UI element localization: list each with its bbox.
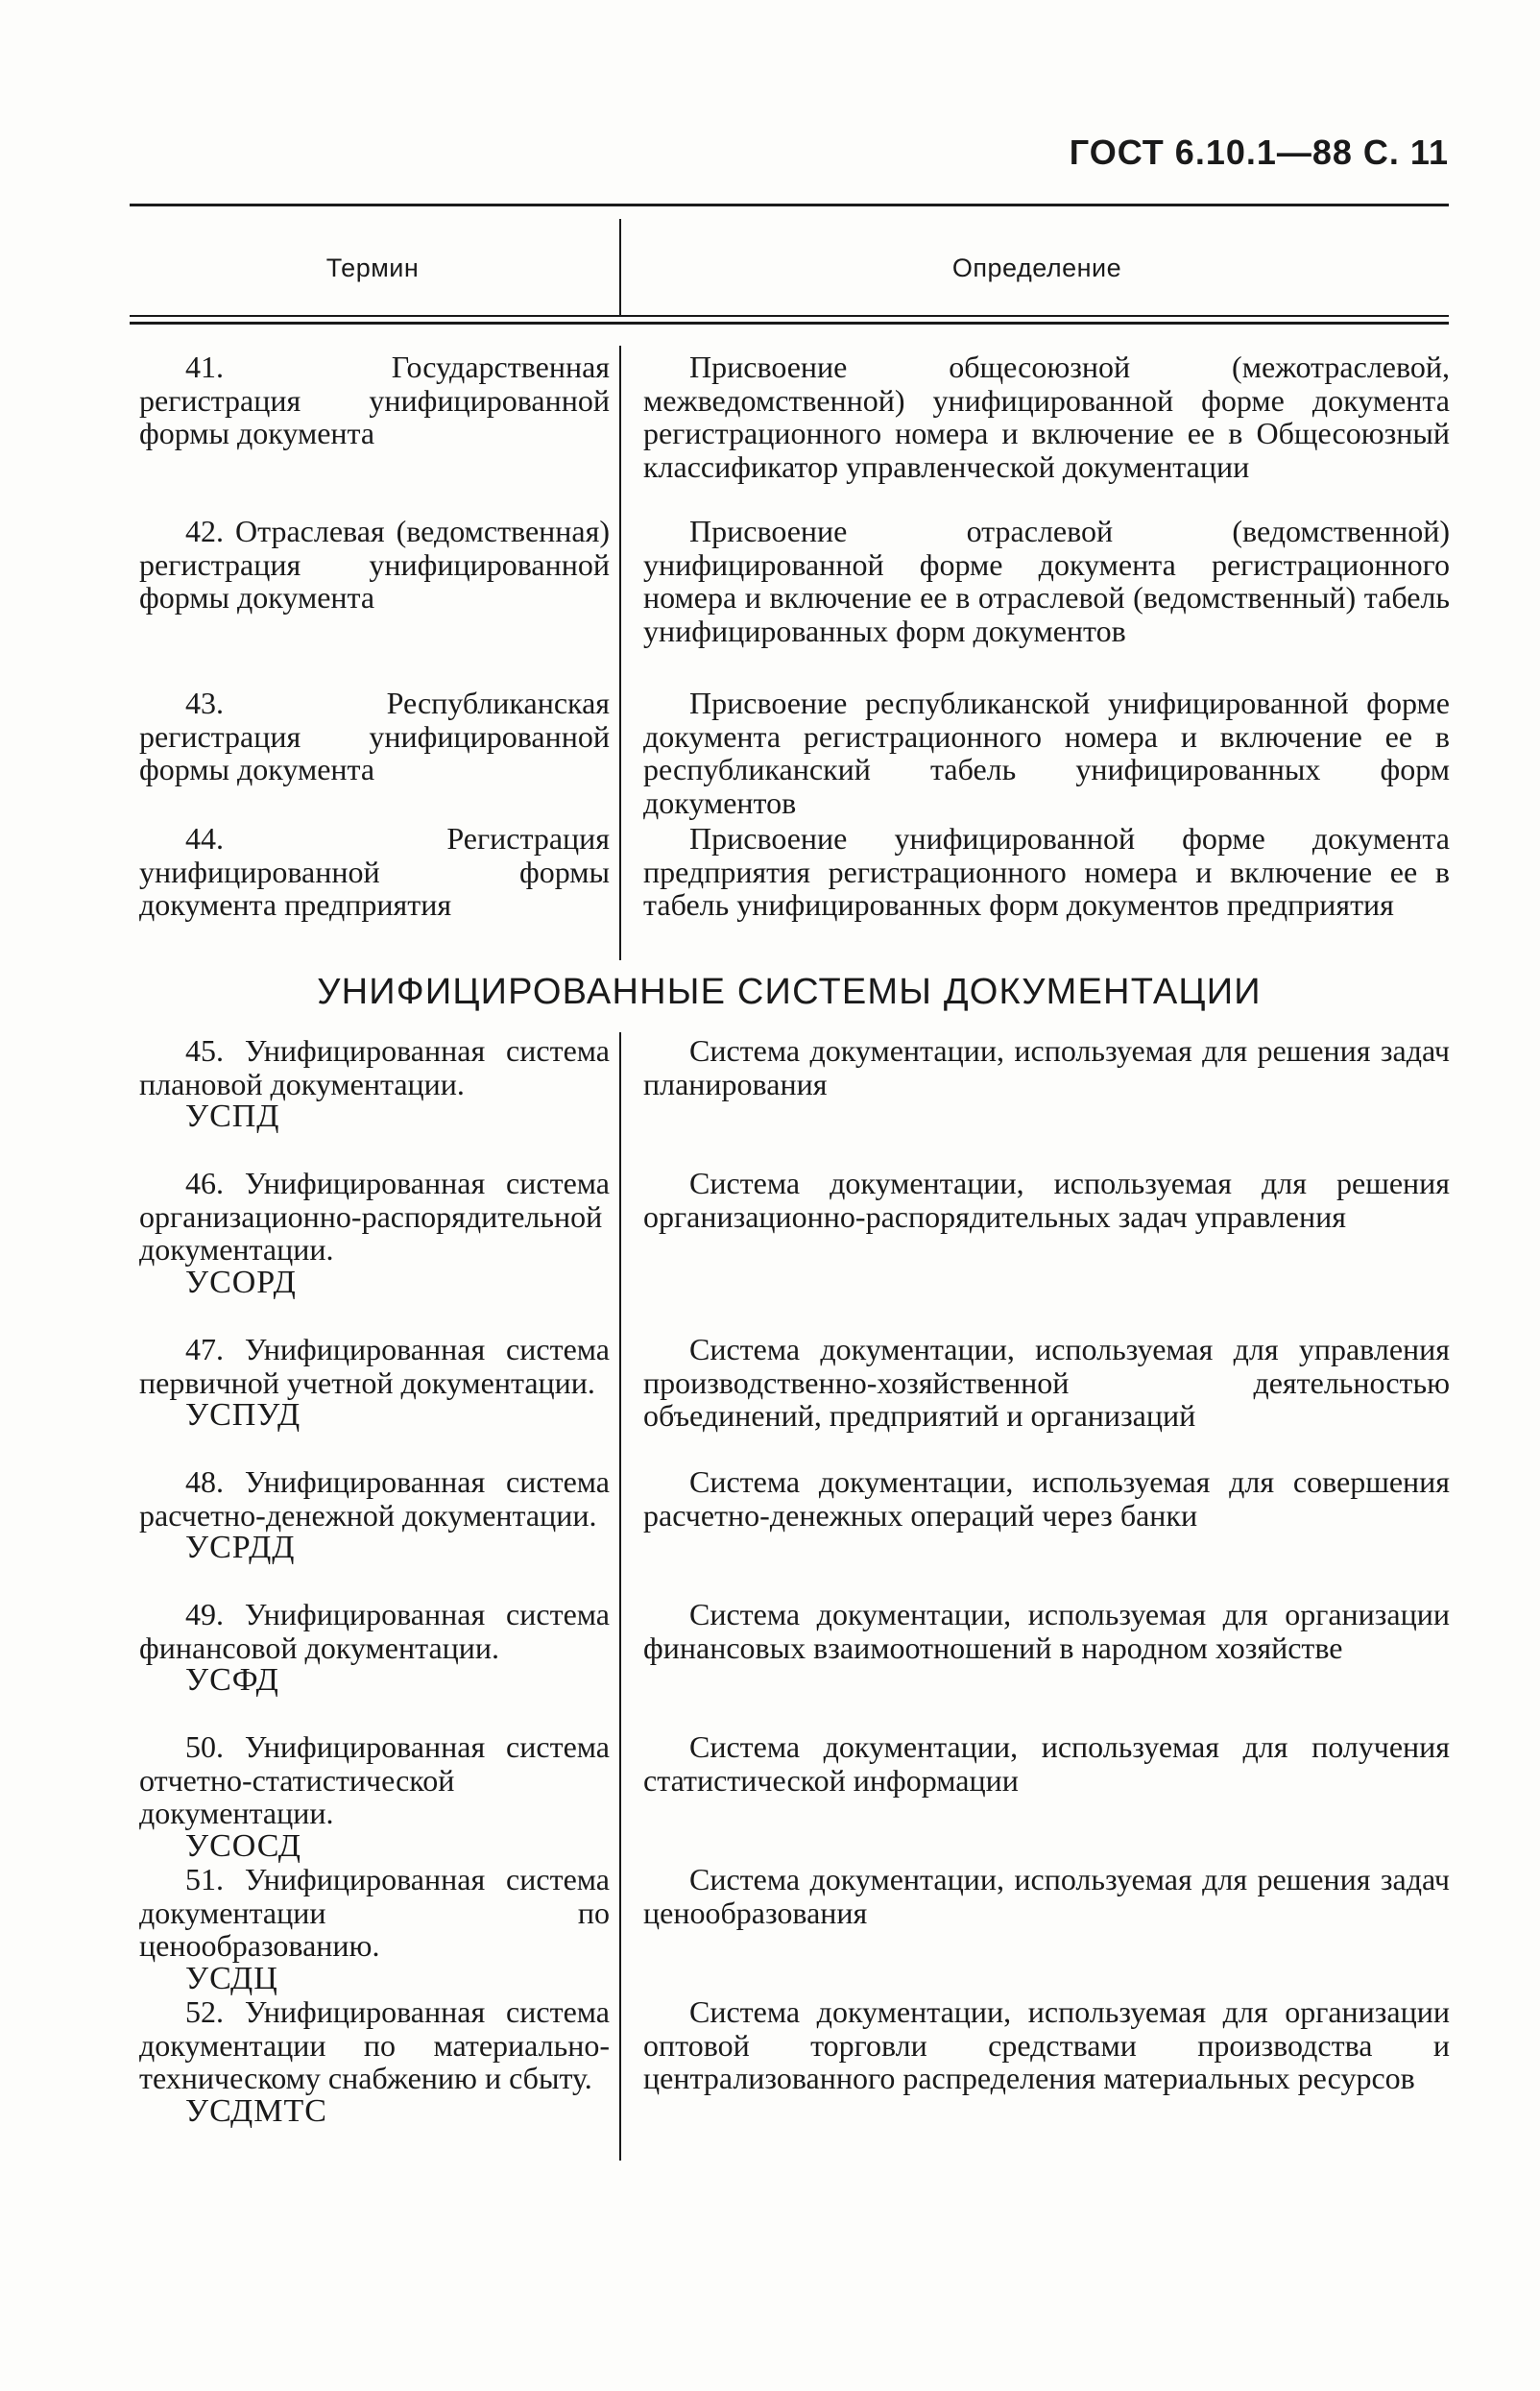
definition-cell [643,1167,1450,1233]
term-text: 49. Унифицированная система финансовой документации. [139,1597,610,1665]
definition-text: Система документации, используемая для решения организационно-распорядительных задач управления [643,1166,1450,1234]
definition-cell [643,1333,1450,1433]
term-cell [139,1863,610,1995]
definition-text: Система документации, используемая для организации оптовой торговли средствами производства и централизованного распределения материальных ресурсов [643,1994,1450,2095]
section-title: УНИФИЦИРОВАННЫЕ СИСТЕМЫ ДОКУМЕНТАЦИИ [317,972,1262,1012]
term-text: 41. Государственная регистрация унифицированной формы документа [139,350,610,450]
term-text: 42. Отраслевая (ведомственная) регистрация унифицированной формы документа [139,514,610,615]
header-bottom-rule [130,315,1449,317]
term-cell [139,350,610,450]
abbreviation: УСПУД [185,1397,301,1433]
term-text: 52. Унифицированная система документации по материально-техническому снабжению и сбыту. [139,1994,610,2095]
abbreviation: УСДЦ [185,1960,278,1996]
term-text: 43. Республиканская регистрация унифицированной формы документа [139,686,610,786]
term-cell [139,687,610,786]
term-cell [139,1333,610,1433]
definition-text: Система документации, используемая для управления производственно-хозяйственной деятельностью объединений, предприятий и организаций [643,1332,1450,1433]
term-cell [139,1995,610,2128]
definition-cell [643,1863,1450,1929]
definition-cell [643,1730,1450,1797]
abbreviation: УСДМТС [185,2092,327,2129]
column-header-term: Термин [325,254,420,282]
term-cell [139,1465,610,1565]
definition-cell [643,515,1450,647]
definition-text: Система документации, используемая для организации финансовых взаимоотношений в народном хозяйстве [643,1597,1450,1665]
header-column-divider [619,219,621,315]
definition-text: Присвоение республиканской унифицированной форме документа регистрационного номера и включение ее в республиканский табель унифицированных форм документов [643,686,1450,820]
abbreviation: УСРДД [185,1530,296,1565]
definition-text: Система документации, используемая для совершения расчетно-денежных операций через банки [643,1464,1450,1533]
abbreviation: УСПД [185,1099,280,1134]
page-header: ГОСТ 6.10.1—88 С. 11 [1069,133,1449,172]
definition-text: Присвоение унифицированной форме документа предприятия регистрационного номера и включение ее в табель унифицированных форм документов предприятия [643,821,1450,922]
term-text: 48. Унифицированная система расчетно-денежной документации. [139,1464,610,1533]
definition-cell [643,822,1450,922]
term-text: 44. Регистрация унифицированной формы документа предприятия [139,821,610,922]
header-bottom-rule-double [130,322,1449,325]
term-text: 51. Унифицированная система документации по ценообразованию. [139,1862,610,1963]
definition-text: Система документации, используемая для решения задач ценообразования [643,1862,1450,1930]
definition-cell [643,1995,1450,2095]
definition-text: Присвоение общесоюзной (межотраслевой, межведомственной) унифицированной форме документа регистрационного номера и включение ее в Общесоюзный классификатор управленческой документации [643,350,1450,484]
term-text: 46. Унифицированная система организационно-распорядительной документации. [139,1166,610,1267]
term-cell [139,1167,610,1299]
definition-cell [643,1034,1450,1100]
definition-cell [643,687,1450,819]
term-cell [139,1730,610,1863]
definition-cell [643,1598,1450,1664]
abbreviation: УСФД [185,1662,279,1698]
term-cell [139,515,610,615]
column-header-definition: Определение [951,254,1122,282]
term-text: 47. Унифицированная система первичной учетной документации. [139,1332,610,1400]
abbreviation: УСОРД [185,1264,297,1300]
term-cell [139,822,610,922]
abbreviation: УСОСД [185,1827,301,1864]
column-divider-section-1 [619,346,621,960]
definition-text: Система документации, используемая для решения задач планирования [643,1033,1450,1101]
table-top-rule [130,204,1449,206]
column-divider-section-2 [619,1032,621,2161]
term-cell [139,1034,610,1134]
definition-text: Система документации, используемая для получения статистической информации [643,1729,1450,1798]
definition-cell [643,1465,1450,1532]
term-text: 50. Унифицированная система отчетно-статистической документации. [139,1729,610,1830]
term-cell [139,1598,610,1698]
definition-cell [643,350,1450,483]
term-text: 45. Унифицированная система плановой документации. [139,1033,610,1101]
definition-text: Присвоение отраслевой (ведомственной) унифицированной форме документа регистрационного номера и включение ее в отраслевой (ведомственный) табель унифицированных форм документов [643,514,1450,648]
